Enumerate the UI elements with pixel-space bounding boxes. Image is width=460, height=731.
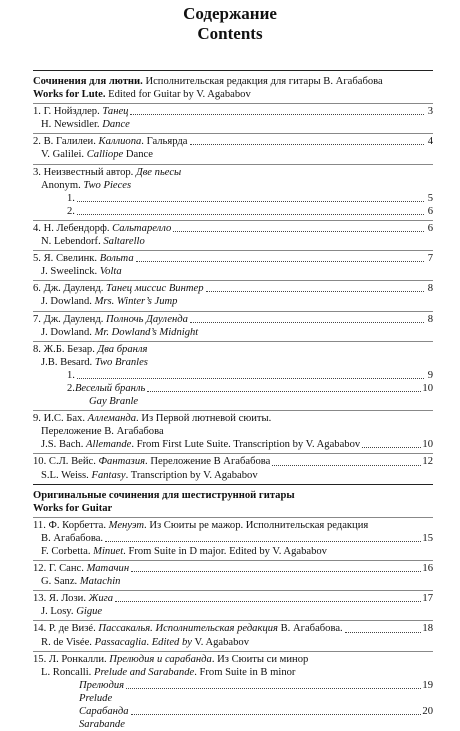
entry-text: [41, 119, 130, 130]
entry-title: Аллеманда: [87, 413, 137, 425]
entry-title: Two Pieces: [83, 179, 132, 191]
page-number: 9: [427, 369, 433, 381]
entry-text: [67, 192, 75, 205]
page-number: 8: [427, 313, 433, 325]
toc-entry: [33, 133, 433, 161]
section-heading-ru: [33, 489, 433, 502]
entry-author: 11. Ф. Корбетта.: [33, 519, 109, 531]
title-english: Contents: [197, 24, 263, 43]
entry-title: Полночь Дауленда: [106, 313, 188, 325]
page-number: 15: [422, 532, 433, 544]
toc-entry-row: [33, 222, 433, 235]
dot-leader: [206, 291, 424, 292]
title-russian: Содержание: [183, 4, 277, 23]
entry-title: Менуэт: [108, 519, 145, 531]
entry-text: [79, 679, 124, 692]
page-number: 8: [427, 283, 433, 295]
toc-section: [33, 484, 433, 731]
page-number: 5: [427, 192, 433, 204]
section-heading-ru: [33, 75, 433, 88]
dot-leader: [136, 261, 424, 262]
entry-author: 15. Л. Ронкалли.: [33, 653, 110, 665]
dot-leader: [126, 688, 421, 689]
entry-author: 1.: [67, 192, 75, 204]
entry-title: Prelude: [79, 692, 113, 704]
page-number: 7: [427, 253, 433, 265]
entry-text: [41, 438, 360, 451]
toc-entry-line: [33, 356, 433, 369]
entry-text: [41, 606, 102, 617]
entry-author: 2.: [67, 205, 75, 217]
page-number: 10: [422, 382, 433, 394]
toc-entry: [33, 517, 433, 558]
entry-author: 9. И.С. Бах.: [33, 413, 88, 425]
entry-title: Прелюдия и сарабанда: [109, 653, 212, 665]
page-number: 16: [422, 563, 433, 575]
entry-title: Allemande: [86, 439, 132, 451]
toc-entry-row: [33, 705, 433, 718]
toc-entry-line: [33, 179, 433, 192]
toc-entry-row: [33, 369, 433, 382]
toc-entry-row: [33, 192, 433, 205]
entry-author: 5. Я. Свелинк.: [33, 253, 100, 265]
entry-title: Пассакалья. Исполнительская редакция: [98, 623, 278, 635]
entry-author: V. Galilei.: [41, 149, 87, 161]
toc-entry-line: [33, 636, 433, 649]
toc-entry-line: [33, 666, 433, 679]
entry-author: J.B. Besard.: [41, 356, 95, 368]
toc-entry-line: [33, 343, 433, 356]
entry-title: Gigue: [76, 606, 103, 618]
entry-author: 6. Дж. Дауленд.: [33, 283, 107, 295]
entry-author: В. Агабабова.: [41, 532, 104, 544]
entry-title: Два бранля: [97, 343, 148, 355]
entry-title: Танец: [102, 106, 129, 118]
entry-text: [67, 205, 75, 218]
toc-entry: [33, 220, 433, 248]
entry-text: [41, 327, 198, 338]
entry-title: Танец миссис Винтер: [106, 283, 204, 295]
dot-leader: [147, 391, 421, 392]
entry-text: [41, 357, 148, 368]
entry-text: [33, 592, 113, 605]
toc-entry-row: [33, 105, 433, 118]
entry-note: .: [146, 636, 152, 648]
toc-entry: [33, 280, 433, 308]
entry-note: . Переложение В Агабабова: [145, 456, 271, 468]
toc-entry-row: [33, 455, 433, 468]
toc-entry: [33, 103, 433, 131]
toc-entry-line: [33, 575, 433, 588]
dot-leader: [131, 571, 421, 572]
entry-note-end: V. Agababov: [192, 636, 250, 648]
toc-entry-row: [33, 205, 433, 218]
toc-entry-line: [33, 425, 433, 438]
entry-title: Minuet: [93, 546, 124, 557]
toc-entry-line: [33, 166, 433, 179]
entry-author: 1.: [67, 369, 75, 381]
entry-text: [41, 637, 249, 648]
dot-leader: [362, 447, 421, 448]
dot-leader: [77, 201, 424, 202]
entry-text: [33, 252, 134, 265]
entry-author: L. Roncalli.: [41, 666, 94, 678]
page-number: 18: [422, 623, 433, 635]
section-heading-en: [33, 88, 433, 101]
entry-author: Anonym.: [41, 179, 84, 191]
entry-author: 7. Дж. Дауленд.: [33, 313, 107, 325]
toc-entry-row: [33, 313, 433, 326]
section-heading-en-main: Works for Guitar: [33, 502, 113, 514]
entry-text: [67, 369, 75, 382]
entry-note-italic: Edited by: [151, 636, 193, 648]
entry-author: G. Sanz.: [41, 576, 80, 588]
section-heading-en: [33, 502, 433, 515]
entry-text: [33, 520, 368, 531]
entry-author: S.L. Weiss.: [41, 469, 92, 481]
entry-title: Volta: [99, 266, 122, 278]
toc-entry-line: [33, 718, 433, 731]
toc-entry-row: [33, 532, 433, 545]
entry-text: [41, 667, 295, 678]
entry-title: Фантазия: [98, 456, 146, 468]
entry-author: 14. Р. де Визé.: [33, 623, 99, 635]
toc-entry: [33, 620, 433, 648]
toc-entry: [33, 250, 433, 278]
entry-text: [41, 532, 103, 545]
entry-note: Dance: [123, 149, 153, 161]
toc-entry-line: [33, 235, 433, 248]
entry-text: [41, 236, 145, 247]
toc-entry-row: [33, 282, 433, 295]
entry-text: [41, 296, 177, 307]
section-heading-en-main: Works for Lute.: [33, 89, 106, 101]
entry-note: . Transcription by V. Agababov: [125, 469, 258, 481]
entry-author: Переложение В. Агабабова: [41, 426, 164, 438]
toc-section: [33, 70, 433, 482]
entry-title: Веселый бранль: [74, 382, 146, 394]
entry-text: [79, 705, 129, 718]
toc-entry: [33, 164, 433, 218]
toc-entry-row: [33, 382, 433, 395]
entry-note: В. Агабабова.: [277, 623, 343, 635]
entry-title: Gay Branle: [89, 396, 139, 408]
dot-leader: [77, 378, 424, 379]
toc-entry-line: [33, 118, 433, 131]
entry-author: 1. Г. Нойздлер.: [33, 106, 103, 118]
entry-text: [33, 313, 188, 326]
toc-entry-line: [33, 326, 433, 339]
entry-title: Two Branles: [94, 356, 148, 368]
entry-note: . From Suite in D major. Edited by V. Agababov: [123, 546, 327, 557]
entry-author: J.S. Bach.: [41, 439, 87, 451]
page-number: 6: [427, 222, 433, 234]
toc-entry: [33, 410, 433, 451]
entry-title: Две пьесы: [135, 166, 182, 178]
entry-title: Mr. Dowland’s Midnight: [94, 326, 199, 338]
dot-leader: [115, 601, 421, 602]
entry-note: . Из Сюиты ре мажор. Исполнительская редакция: [144, 519, 369, 531]
dot-leader: [105, 541, 421, 542]
section-heading-ru-main: Оригинальные сочинения для шестиструнной гитары: [33, 489, 295, 501]
entry-text: [41, 576, 120, 587]
toc-entry-line: [33, 395, 433, 408]
toc-entry: [33, 651, 433, 731]
dot-leader: [345, 632, 422, 633]
toc-entry-row: [33, 438, 433, 451]
toc-entry-line: [33, 295, 433, 308]
entry-title: Fantasy: [91, 469, 126, 481]
entry-title: Жига: [88, 593, 114, 605]
entry-author: 8. Ж.Б. Безар.: [33, 343, 98, 355]
entry-title: Mrs. Winter’s Jump: [94, 296, 178, 308]
dot-leader: [190, 322, 424, 323]
entry-author: 2. В. Галилеи.: [33, 136, 99, 148]
entry-author: J. Losy.: [41, 606, 77, 618]
entry-text: [33, 654, 308, 665]
entry-title: Матачин: [86, 563, 130, 575]
toc-entry-line: [33, 412, 433, 425]
entry-title: Calliope: [86, 149, 124, 161]
page-number: 10: [422, 439, 433, 451]
entry-text: [33, 222, 171, 235]
toc-entry-line: [33, 692, 433, 705]
toc-entry: [33, 311, 433, 339]
entry-title: Saltarello: [103, 236, 145, 248]
entry-author: J. Sweelinck.: [41, 266, 100, 278]
entry-title: Сальтарелло: [112, 222, 172, 234]
entry-author: 10. С.Л. Вейс.: [33, 456, 99, 468]
page-number: 12: [422, 456, 433, 468]
entry-note: . From Suite in B minor: [194, 666, 296, 678]
page-number: 19: [422, 679, 433, 691]
section-heading-ru-main: Сочинения для лютни.: [33, 76, 143, 87]
entry-title: Prelude and Sarabande: [93, 666, 195, 678]
page-number: 3: [427, 106, 433, 118]
toc-entry-line: [33, 519, 433, 532]
entry-text: [41, 180, 131, 191]
entry-text: [41, 470, 258, 481]
entry-title: Прелюдия: [79, 679, 125, 691]
toc-entry-line: [33, 545, 433, 558]
entry-author: 4. Н. Лебендорф.: [33, 222, 113, 234]
toc-entry: [33, 590, 433, 618]
toc-entry-line: [33, 265, 433, 278]
entry-author: N. Lebendorf.: [41, 236, 104, 248]
toc-list: [33, 70, 433, 731]
entry-text: [33, 105, 128, 118]
entry-title: Сарабанда: [79, 706, 129, 718]
entry-text: [41, 546, 327, 557]
toc-entry-row: [33, 135, 433, 148]
entry-author: J. Dowland.: [41, 326, 95, 338]
entry-author: H. Newsidler.: [41, 119, 103, 131]
toc-entry-line: [33, 469, 433, 482]
entry-title: Каллиопа: [98, 136, 142, 148]
page-number: 20: [422, 706, 433, 718]
toc-entry-row: [33, 252, 433, 265]
dot-leader: [173, 231, 424, 232]
dot-leader: [131, 714, 422, 715]
toc-entry-line: [33, 605, 433, 618]
entry-title: Вольта: [99, 253, 134, 265]
page-number: 6: [427, 205, 433, 217]
entry-author: 12. Г. Санс.: [33, 563, 87, 575]
toc-entry-line: [33, 148, 433, 161]
page-number: 4: [427, 136, 433, 148]
entry-note: . From First Lute Suite. Transcription by V. Agababov: [131, 439, 361, 451]
entry-text: [67, 382, 145, 395]
entry-author: 13. Я. Лози.: [33, 593, 89, 605]
entry-note: . Из Сюиты си минор: [211, 653, 309, 665]
entry-text: [79, 693, 112, 704]
dot-leader: [130, 114, 424, 115]
entry-text: [33, 282, 204, 295]
entry-text: [79, 719, 125, 730]
toc-entry-row: [33, 622, 433, 635]
toc-entry: [33, 341, 433, 408]
section-heading-en-rest: Edited for Guitar by V. Agababov: [105, 89, 251, 101]
entry-note: . Из Первой лютневой сюиты.: [136, 413, 272, 425]
entry-text: [33, 167, 181, 178]
entry-text: [33, 455, 270, 468]
entry-text: [41, 149, 153, 160]
entry-text: [33, 413, 271, 424]
entry-text: [33, 562, 129, 575]
entry-author: J. Dowland.: [41, 296, 95, 308]
toc-entry-row: [33, 679, 433, 692]
dot-leader: [272, 465, 421, 466]
dot-leader: [77, 214, 424, 215]
entry-text: [33, 344, 147, 355]
toc-entry-line: [33, 653, 433, 666]
page-number: 17: [422, 593, 433, 605]
dot-leader: [190, 144, 425, 145]
entry-text: [33, 135, 188, 148]
entry-text: [89, 396, 138, 407]
entry-author: F. Corbetta.: [41, 546, 94, 557]
section-heading-ru-rest: Исполнительская редакция для гитары В. Агабабова: [142, 76, 383, 87]
entry-title: Matachin: [79, 576, 121, 588]
entry-title: Dance: [102, 119, 130, 131]
entry-author: 3. Неизвестный автор.: [33, 166, 136, 178]
toc-entry-row: [33, 592, 433, 605]
entry-author: 2.: [67, 382, 75, 394]
toc-entry-row: [33, 562, 433, 575]
entry-text: [41, 426, 164, 437]
entry-text: [33, 622, 343, 635]
entry-title: Sarabande: [79, 719, 125, 731]
entry-title: Passacaglia: [94, 636, 147, 648]
entry-author: R. de Visée.: [41, 636, 95, 648]
entry-text: [41, 266, 122, 277]
toc-entry: [33, 560, 433, 588]
title-block: [0, 4, 460, 44]
toc-entry: [33, 453, 433, 481]
entry-note: . Гальярда: [141, 136, 188, 148]
